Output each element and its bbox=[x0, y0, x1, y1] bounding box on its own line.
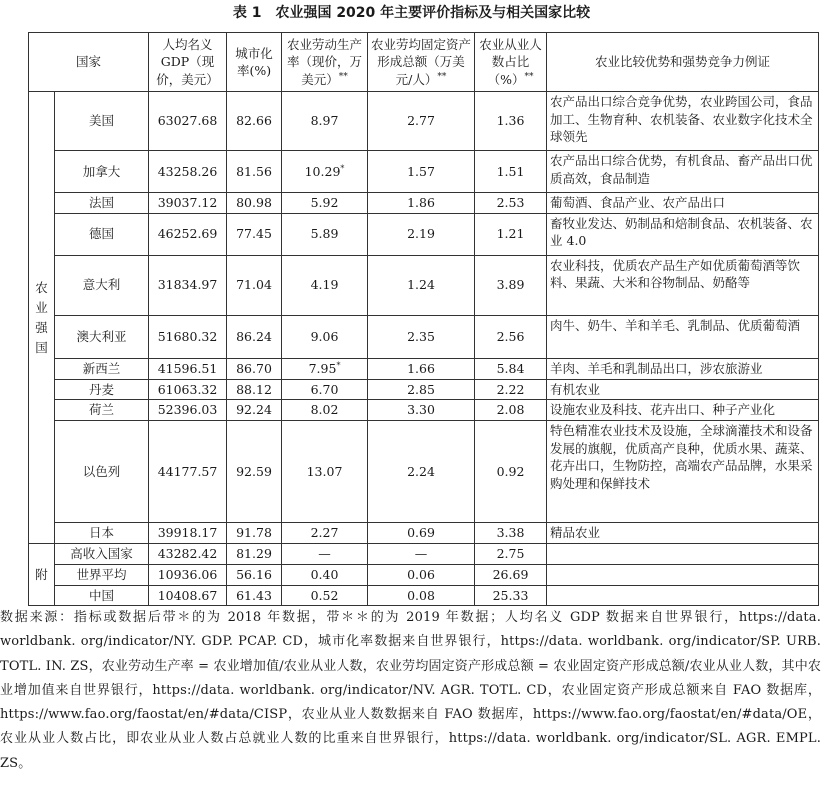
cell-labor-productivity-value: 8.97 bbox=[310, 113, 339, 129]
cell-urbanization: 81.29 bbox=[227, 544, 282, 565]
cell-advantages bbox=[547, 565, 819, 586]
header-labor-productivity-mark: ** bbox=[338, 71, 348, 82]
data-source-notes bbox=[0, 606, 821, 776]
header-urbanization: 城市化率(%) bbox=[227, 33, 282, 92]
cell-labor-productivity bbox=[282, 193, 368, 214]
cell-capital-formation: 2.24 bbox=[368, 421, 475, 523]
cell-advantages: 农产品出口综合竞争优势，农业跨国公司，食品加工、生物育种、农机装备、农业数字化技术全球领先 bbox=[547, 92, 819, 151]
cell-gdp: 61063.32 bbox=[149, 379, 227, 400]
cell-urbanization: 71.04 bbox=[227, 255, 282, 315]
cell-labor-productivity-value: 5.92 bbox=[310, 195, 339, 210]
header-capital-formation-mark: ** bbox=[437, 71, 447, 82]
cell-urbanization: 61.43 bbox=[227, 585, 282, 606]
cell-employment-share: 3.38 bbox=[475, 523, 547, 544]
cell-country: 澳大利亚 bbox=[55, 315, 149, 358]
cell-labor-productivity bbox=[282, 213, 368, 255]
cell-gdp: 52396.03 bbox=[149, 400, 227, 421]
cell-capital-formation: 2.77 bbox=[368, 92, 475, 151]
cell-urbanization: 81.56 bbox=[227, 151, 282, 193]
cell-country: 以色列 bbox=[55, 421, 149, 523]
cell-labor-productivity bbox=[282, 255, 368, 315]
cell-gdp: 39918.17 bbox=[149, 523, 227, 544]
table-row bbox=[29, 379, 819, 400]
cell-gdp: 44177.57 bbox=[149, 421, 227, 523]
cell-employment-share: 2.22 bbox=[475, 379, 547, 400]
table-row bbox=[29, 544, 819, 565]
cell-country: 丹麦 bbox=[55, 379, 149, 400]
cell-advantages: 羊肉、羊毛和乳制品出口，涉农旅游业 bbox=[547, 358, 819, 379]
cell-advantages: 精品农业 bbox=[547, 523, 819, 544]
cell-urbanization: 92.59 bbox=[227, 421, 282, 523]
cell-advantages: 农产品出口综合优势，有机食品、畜产品出口优质高效，食品制造 bbox=[547, 151, 819, 193]
cell-advantages: 葡萄酒、食品产业、农产品出口 bbox=[547, 193, 819, 214]
cell-labor-productivity bbox=[282, 379, 368, 400]
cell-labor-productivity-value: 13.07 bbox=[306, 463, 343, 479]
cell-labor-productivity-value: 2.27 bbox=[310, 525, 339, 541]
header-capital-formation bbox=[368, 33, 475, 92]
cell-gdp: 31834.97 bbox=[149, 255, 227, 315]
cell-employment-share: 25.33 bbox=[475, 585, 547, 606]
cell-capital-formation: 2.85 bbox=[368, 379, 475, 400]
cell-advantages: 设施农业及科技、花卉出口、种子产业化 bbox=[547, 400, 819, 421]
cell-country: 中国 bbox=[55, 585, 149, 606]
cell-gdp: 46252.69 bbox=[149, 213, 227, 255]
cell-gdp: 10408.67 bbox=[149, 585, 227, 606]
header-row bbox=[29, 33, 819, 92]
cell-country: 意大利 bbox=[55, 255, 149, 315]
cell-advantages: 有机农业 bbox=[547, 379, 819, 400]
cell-labor-productivity bbox=[282, 151, 368, 193]
cell-advantages bbox=[547, 585, 819, 606]
cell-country: 美国 bbox=[55, 92, 149, 151]
cell-urbanization: 88.12 bbox=[227, 379, 282, 400]
table-row bbox=[29, 315, 819, 358]
cell-employment-share: 1.51 bbox=[475, 151, 547, 193]
cell-employment-share: 2.56 bbox=[475, 315, 547, 358]
cell-labor-productivity-value: — bbox=[318, 546, 331, 562]
cell-employment-share: 3.89 bbox=[475, 255, 547, 315]
cell-capital-formation: 1.57 bbox=[368, 151, 475, 193]
cell-employment-share: 1.21 bbox=[475, 213, 547, 255]
table-row bbox=[29, 421, 819, 523]
cell-advantages: 特色精准农业技术及设施，全球滴灌技术和设备发展的旗舰，优质高产良种，优质水果、蔬菜、花卉出口，生物防控，高端农产品品牌，水果采购处理和保鲜技术 bbox=[547, 421, 819, 523]
cell-year-mark: * bbox=[340, 163, 345, 173]
table-row bbox=[29, 213, 819, 255]
cell-capital-formation: 1.24 bbox=[368, 255, 475, 315]
cell-employment-share: 26.69 bbox=[475, 565, 547, 586]
cell-advantages: 肉牛、奶牛、羊和羊毛、乳制品、优质葡萄酒 bbox=[547, 315, 819, 358]
cell-country: 新西兰 bbox=[55, 358, 149, 379]
cell-urbanization: 86.24 bbox=[227, 315, 282, 358]
table-title: 表 1 农业强国 2020 年主要评价指标及与相关国家比较 bbox=[232, 5, 591, 21]
cell-advantages: 畜牧业发达、奶制品和焙制食品、农机装备、农业 4.0 bbox=[547, 213, 819, 255]
header-employment-share-mark: ** bbox=[524, 71, 534, 82]
cell-urbanization: 82.66 bbox=[227, 92, 282, 151]
cell-labor-productivity bbox=[282, 358, 368, 379]
header-gdp: 人均名义GDP（现价，美元） bbox=[149, 33, 227, 92]
cell-country: 日本 bbox=[55, 523, 149, 544]
cell-labor-productivity bbox=[282, 544, 368, 565]
cell-urbanization: 56.16 bbox=[227, 565, 282, 586]
table-row bbox=[29, 92, 819, 151]
cell-country: 德国 bbox=[55, 213, 149, 255]
table-row bbox=[29, 523, 819, 544]
header-labor-productivity-text: 农业劳动生产率（现价，万美元） bbox=[287, 36, 363, 87]
cell-employment-share: 1.36 bbox=[475, 92, 547, 151]
notes-text: 数据来源：指标或数据后带＊的为 2018 年数据，带＊＊的为 2019 年数据；人均名义 GDP 数据来自世界银行，https://data. worldbank. org/indicator/NY. GDP. PCAP. CD，城市化率数据来自世界银行，https://data. worldbank. org/indicator/SP. URB. TOTL. IN. ZS，农业劳动生产率 = 农业增加值/农业从业人数，农业劳均固定资产形成总额 = 农业固定资产形成总额/农业从业人数，其中农业增加值来自世界银行，https://data. worldbank. org/indicator/NV. AGR. TOTL. CD，农业固定资产形成总额来自 FAO 数据库，https://www.fao.org/faostat/en/#data/CISP，农业从业人数数据来自 FAO 数据库，https://www.fao.org/faostat/en/#data/OE，农业从业人数占比，即农业从业人数占总就业人数的比重来自世界银行，https://data. worldbank. org/indicator/SL. AGR. EMPL. ZS。 bbox=[0, 610, 821, 771]
cell-gdp: 43258.26 bbox=[149, 151, 227, 193]
cell-capital-formation: 0.08 bbox=[368, 585, 475, 606]
cell-gdp: 51680.32 bbox=[149, 315, 227, 358]
cell-country: 荷兰 bbox=[55, 400, 149, 421]
cell-country: 法国 bbox=[55, 193, 149, 214]
table-row bbox=[29, 151, 819, 193]
table-row bbox=[29, 255, 819, 315]
table-row bbox=[29, 565, 819, 586]
cell-advantages: 农业科技，优质农产品生产如优质葡萄酒等饮料、果蔬、大米和谷物制品、奶酪等 bbox=[547, 255, 819, 315]
cell-labor-productivity bbox=[282, 400, 368, 421]
cell-labor-productivity-value: 7.95 bbox=[308, 360, 337, 376]
cell-advantages bbox=[547, 544, 819, 565]
header-employment-share-text: 农业从业人数占比（%） bbox=[479, 36, 542, 87]
header-capital-formation-text: 农业劳均固定资产形成总额（万美元/人） bbox=[371, 36, 472, 87]
cell-labor-productivity-value: 4.19 bbox=[310, 277, 339, 293]
cell-capital-formation: 1.66 bbox=[368, 358, 475, 379]
cell-labor-productivity bbox=[282, 92, 368, 151]
cell-employment-share: 2.53 bbox=[475, 193, 547, 214]
cell-labor-productivity-value: 10.29 bbox=[304, 163, 341, 179]
cell-capital-formation: 2.35 bbox=[368, 315, 475, 358]
cell-urbanization: 80.98 bbox=[227, 193, 282, 214]
cell-labor-productivity-value: 5.89 bbox=[310, 226, 339, 242]
cell-year-mark: * bbox=[336, 360, 341, 370]
cell-gdp: 63027.68 bbox=[149, 92, 227, 151]
cell-gdp: 39037.12 bbox=[149, 193, 227, 214]
cell-capital-formation: 2.19 bbox=[368, 213, 475, 255]
cell-capital-formation: 0.69 bbox=[368, 523, 475, 544]
cell-capital-formation: 3.30 bbox=[368, 400, 475, 421]
cell-country: 世界平均 bbox=[55, 565, 149, 586]
cell-country: 高收入国家 bbox=[55, 544, 149, 565]
table-row bbox=[29, 585, 819, 606]
cell-labor-productivity bbox=[282, 421, 368, 523]
table-row bbox=[29, 400, 819, 421]
cell-labor-productivity bbox=[282, 585, 368, 606]
cell-labor-productivity bbox=[282, 523, 368, 544]
cell-gdp: 43282.42 bbox=[149, 544, 227, 565]
header-advantages: 农业比较优势和强势竞争力例证 bbox=[547, 33, 819, 92]
cell-labor-productivity-value: 9.06 bbox=[310, 328, 339, 344]
header-employment-share bbox=[475, 33, 547, 92]
cell-capital-formation: 1.86 bbox=[368, 193, 475, 214]
appendix-group-label: 附 bbox=[29, 544, 55, 606]
cell-employment-share: 2.08 bbox=[475, 400, 547, 421]
table-row bbox=[29, 193, 819, 214]
cell-labor-productivity bbox=[282, 315, 368, 358]
cell-labor-productivity-value: 8.02 bbox=[310, 402, 339, 418]
cell-gdp: 10936.06 bbox=[149, 565, 227, 586]
cell-urbanization: 92.24 bbox=[227, 400, 282, 421]
cell-employment-share: 5.84 bbox=[475, 358, 547, 379]
cell-urbanization: 91.78 bbox=[227, 523, 282, 544]
cell-labor-productivity-value: 0.52 bbox=[310, 587, 339, 603]
header-labor-productivity bbox=[282, 33, 368, 92]
header-country: 国家 bbox=[29, 33, 149, 92]
cell-capital-formation: — bbox=[368, 544, 475, 565]
cell-labor-productivity bbox=[282, 565, 368, 586]
cell-labor-productivity-value: 6.70 bbox=[310, 381, 339, 397]
cell-gdp: 41596.51 bbox=[149, 358, 227, 379]
comparison-table bbox=[28, 32, 819, 606]
cell-capital-formation: 0.06 bbox=[368, 565, 475, 586]
cell-urbanization: 77.45 bbox=[227, 213, 282, 255]
cell-employment-share: 0.92 bbox=[475, 421, 547, 523]
cell-labor-productivity-value: 0.40 bbox=[310, 567, 339, 582]
cell-country: 加拿大 bbox=[55, 151, 149, 193]
cell-employment-share: 2.75 bbox=[475, 544, 547, 565]
table-row bbox=[29, 358, 819, 379]
strong-group-label: 农 业 强 国 bbox=[29, 92, 55, 544]
cell-urbanization: 86.70 bbox=[227, 358, 282, 379]
